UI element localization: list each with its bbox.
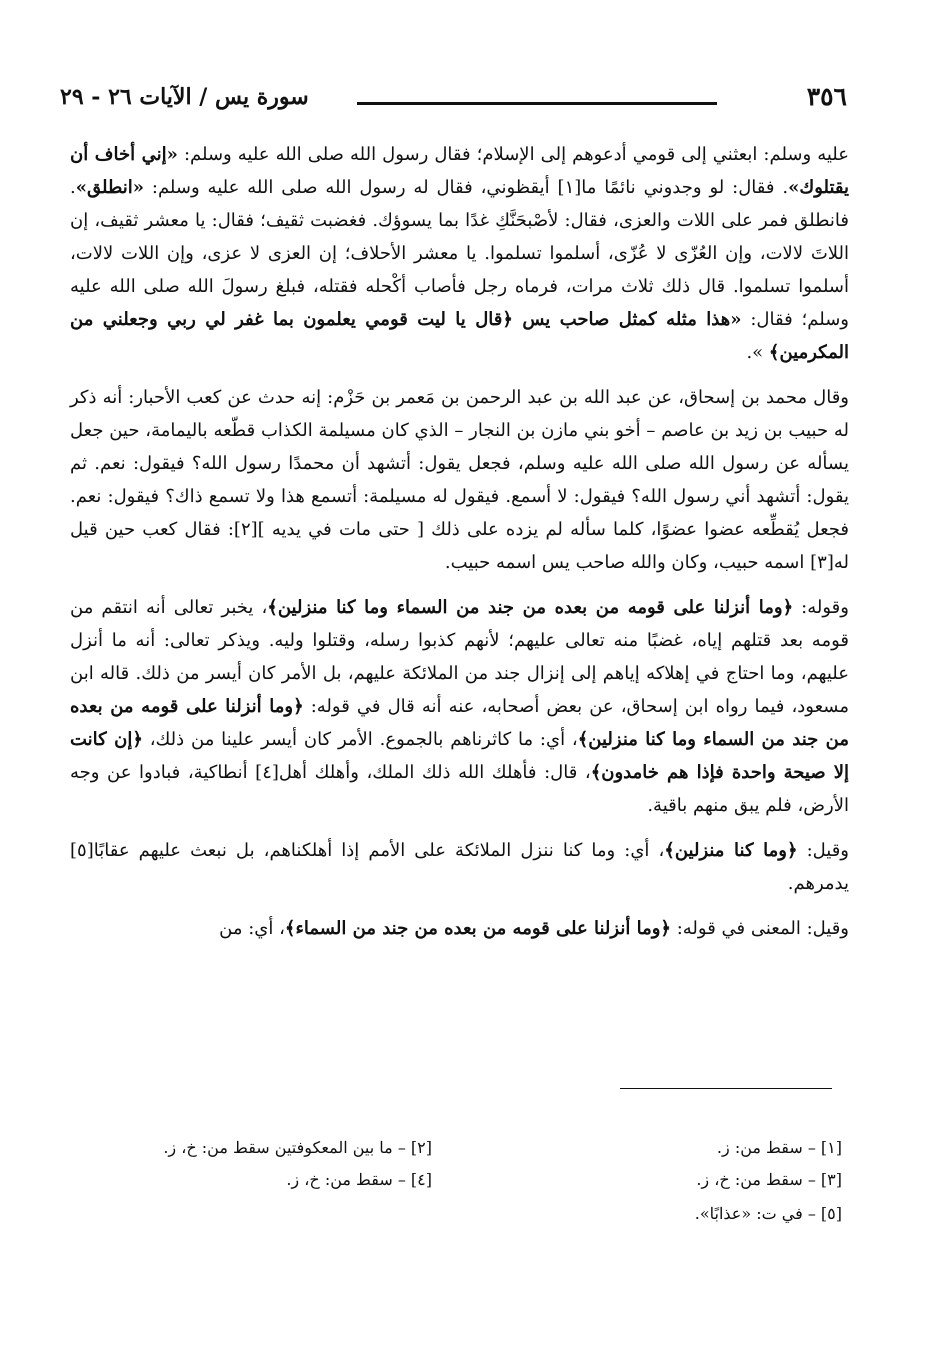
main-text — [70, 138, 849, 951]
paragraph-3 — [70, 591, 849, 822]
text-run: اسمه حبيب، وكان والله صاحب يس اسمه حبيب. — [444, 552, 811, 573]
text-run: يدمرهم. — [787, 873, 849, 894]
quoted-verse: ﴿إن كانت إلا صيحة واحدة فإذا هم خامدون﴾ — [70, 729, 850, 783]
footnotes — [80, 1132, 842, 1232]
page-header — [60, 78, 847, 118]
text-run: . فقال: لو وجدوني نائمًا ما — [581, 177, 789, 198]
quoted-verse: ﴿وما كنا منزلين﴾ — [664, 840, 798, 861]
footnote-5: [٥] – في ت: «عذابًا». — [694, 1204, 842, 1223]
quoted-verse: ﴿وما أنزلنا على قومه من بعده من جند من السماء وما كنا منزلين﴾ — [267, 597, 794, 618]
quoted-hadith: «إني أخاف أن يقتلوك» — [70, 144, 849, 198]
footnote-1: [١] – سقط من: ز. — [716, 1138, 842, 1157]
text-run: وقوله: — [793, 597, 849, 618]
text-run: عليه وسلم: ابعثني إلى قومي أدعوهم إلى الإسلام؛ فقال رسول الله صلى الله عليه وسلم: — [177, 144, 849, 165]
paragraph-2 — [70, 381, 849, 579]
footnote-ref: [٢] — [233, 519, 258, 540]
paragraph-5 — [70, 912, 849, 945]
text-run: . فانطلق فمر على اللات والعزى، فقال: لأصْبحَنَّكِ غدًا بما يسوؤك. فغضبت ثقيف؛ فقال: يا معشر ثقيف، إن اللاتَ لالات، وإن العُزّى لا عُزّى، أسلموا تسلموا. يا معشر الأحلاف؛ إن العزى لا عزى، وإن اللات لالات، أسلموا تسلموا. قال ذلك ثلاث مرات، فرماه رجل فأصاب أكْحله فقتله، فبلغ رسولَ الله صلى الله عليه وسلم؛ فقال: — [70, 177, 849, 330]
page-number: ٣٥٦ — [806, 82, 847, 111]
text-run: ، قال: فأهلك الله ذلك الملك، وأهلك أهل — [278, 762, 591, 783]
footnote-divider — [620, 1088, 832, 1089]
quoted-verse: ﴿وما أنزلنا على قومه من بعده من جند من السماء وما كنا منزلين﴾ — [70, 696, 849, 750]
header-rule — [357, 102, 717, 105]
text-run: أيقظوني، فقال له رسول الله صلى الله عليه وسلم: — [143, 177, 558, 198]
paragraph-4 — [70, 834, 849, 900]
text-run: : فقال كعب حين قيل له — [70, 519, 849, 573]
text-run: وقال محمد بن إسحاق، عن عبد الله بن عبد الرحمن بن مَعمر بن حَزْم: إنه حدث عن كعب الأحبار: أنه ذكر له حبيب بن زيد بن عاصم – أخو بني مازن بن النجار – الذي كان مسيلمة الكذاب قطّعه باليمامة، حين جعل يسأله عن رسول الله صلى الله عليه وسلم، فجعل يقول: أتشهد أن محمدًا رسول الله؟ فيقول: نعم. ثم يقول: أتشهد أني رسول الله؟ فيقول: لا أسمع. فيقول له مسيلمة: أتسمع هذا ولا تسمع ذاك؟ فيقول: نعم. فجعل يُقطِّعه عضوا عضوًا، كلما سأله لم يزده على ذلك [ حتى مات في يديه ] — [70, 387, 849, 540]
text-run: ، يخبر تعالى أنه انتقم من قومه بعد قتلهم إياه، غضبًا منه تعالى عليهم؛ لأنهم كذبوا رسله، وقتلوا وليه. ويذكر تعالى: أنه ما أنزل عليهم، وما احتاج في إهلاكه إياهم إلى إنزال جند من الملائكة عليهم، بل الأمر كان أيسر من ذلك. قاله ابن مسعود، فيما رواه ابن إسحاق، عن بعض أصحابه، عنه أنه قال في قوله: — [70, 597, 850, 717]
footnote-4: [٤] – سقط من: خ، ز. — [286, 1170, 432, 1189]
footnote-2: [٢] – ما بين المعكوفتين سقط من: خ، ز. — [163, 1138, 432, 1157]
text-run: ، أي: وما كنا ننزل الملائكة على الأمم إذا أهلكناهم، بل نبعث عليهم عقابًا — [93, 840, 665, 861]
footnote-ref: [٥] — [70, 840, 94, 861]
quoted-verse: «هذا مثله كمثل صاحب يس ﴿قال يا ليت قومي يعلمون بما غفر لي ربي وجعلني من المكرمين﴾ — [70, 309, 849, 363]
paragraph-1 — [70, 138, 849, 369]
text-run: ، أي: ما كاثرناهم بالجموع. الأمر كان أيسر علينا من ذلك، — [142, 729, 578, 750]
footnote-3: [٣] – سقط من: خ، ز. — [696, 1170, 842, 1189]
quoted-hadith: «انطلق» — [75, 177, 144, 198]
text-run: وقيل: — [797, 840, 849, 861]
text-run: وقيل: المعنى في قوله: — [670, 918, 849, 939]
text-run: أنطاكية، فبادوا عن وجه الأرض، فلم يبق منهم باقية. — [70, 762, 849, 816]
footnote-ref: [١] — [557, 177, 582, 198]
text-run: ». — [746, 342, 769, 363]
text-run: ، أي: من — [219, 918, 285, 939]
footnote-ref: [٣] — [810, 552, 834, 573]
quoted-verse: ﴿وما أنزلنا على قومه من بعده من جند من السماء﴾ — [284, 918, 671, 939]
footnote-ref: [٤] — [255, 762, 279, 783]
running-title: سورة يس / الآيات ٢٦ - ٢٩ — [60, 84, 309, 110]
